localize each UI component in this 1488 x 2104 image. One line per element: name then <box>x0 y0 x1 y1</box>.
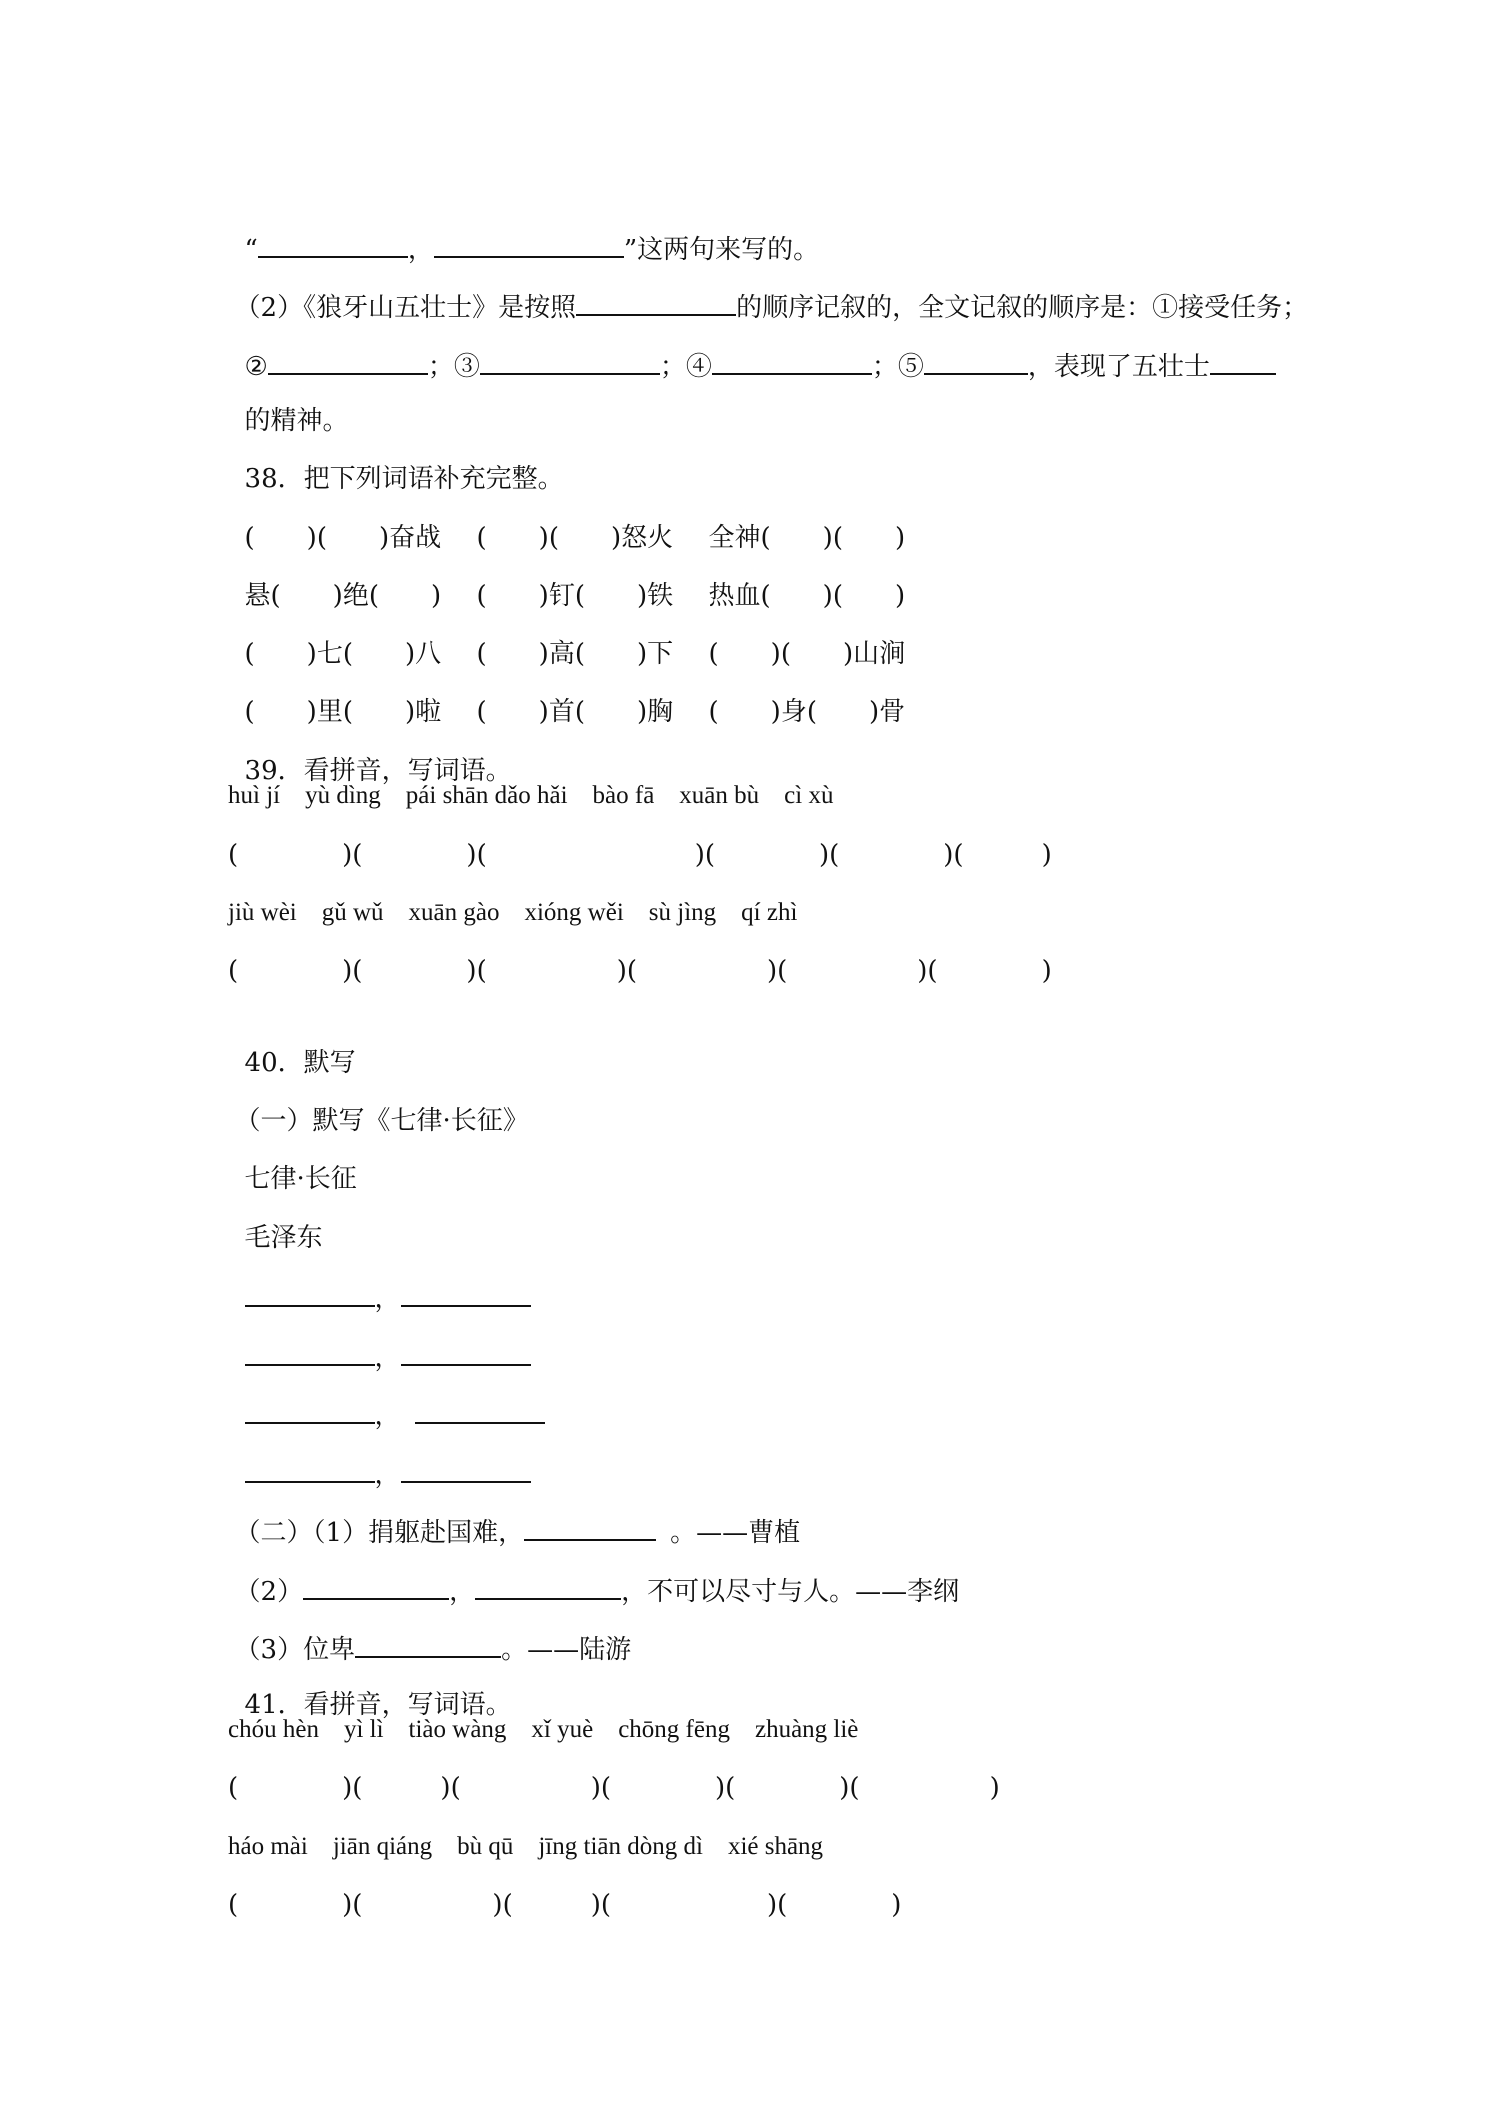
idiom-fill[interactable]: ( )( )山涧 <box>708 639 906 669</box>
p3-text-a: （3）位卑 <box>234 1635 356 1665</box>
comma: ， <box>374 1460 401 1490</box>
q39-pinyin-1: huì jí yù dìng pái shān dǎo hǎi bào fā xuān bù cì xù <box>228 782 834 809</box>
p2-text-c: ，不可以尽寸与人。——李纲 <box>621 1577 960 1607</box>
question-title: 41．看拼音，写词语。 <box>244 1690 512 1720</box>
idiom-fill[interactable]: ( )首( )胸 <box>476 697 674 727</box>
idiom-fill[interactable]: 悬( )绝( ) <box>244 581 442 611</box>
idiom-fill[interactable]: ( )钉( )铁 <box>476 581 674 611</box>
q41-brackets-1[interactable]: ( )( )( )( )( )( ) <box>228 1773 1000 1803</box>
answer-blank[interactable] <box>712 347 872 375</box>
part2-text-a: （2）《狼牙山五壮士》是按照 <box>234 293 577 323</box>
q41-title <box>228 1654 512 1722</box>
idiom-fill[interactable]: ( )( )怒火 <box>476 523 674 553</box>
answer-blank[interactable] <box>415 1396 545 1424</box>
step-2: ② <box>244 352 268 382</box>
answer-blank[interactable] <box>401 1279 531 1307</box>
comma: ， <box>407 235 434 265</box>
answer-blank[interactable] <box>245 1396 375 1424</box>
step-3: ；③ <box>427 352 480 382</box>
question-title: 40．默写 <box>244 1048 356 1078</box>
q37-steps <box>228 313 1276 384</box>
p2-text-a: （2） <box>234 1577 304 1607</box>
idiom-fill[interactable]: ( )( )奋战 <box>244 523 442 553</box>
idiom-fill[interactable]: 全神( )( ) <box>708 523 906 553</box>
idiom-fill[interactable]: ( )高( )下 <box>476 639 674 669</box>
q41-pinyin-2: háo mài jiān qiáng bù qū jīng tiān dòng dì xié shāng <box>228 1833 824 1860</box>
q41-brackets-2[interactable]: ( )( )( )( )( ) <box>228 1890 902 1920</box>
step-5: ；⑤ <box>871 352 924 382</box>
p2-comma: ， <box>449 1577 476 1607</box>
q41-pinyin-1: chóu hèn yì lì tiào wàng xǐ yuè chōng fēng zhuàng liè <box>228 1716 859 1743</box>
quote-close-text: ”这两句来写的。 <box>623 235 820 265</box>
step-4: ；④ <box>659 352 712 382</box>
quote-open: “ <box>244 235 258 265</box>
p3-text-b: 。——陆游 <box>501 1635 632 1665</box>
question-title: 38．把下列词语补充完整。 <box>244 464 564 494</box>
idiom-fill[interactable]: ( )身( )骨 <box>708 697 906 727</box>
poem-title <box>228 1128 357 1196</box>
part2-text-b: 的顺序记叙的，全文记叙的顺序是：①接受任务； <box>736 293 1309 323</box>
comma: ， <box>374 1343 401 1373</box>
tail-text: ，表现了五壮士 <box>1027 352 1210 382</box>
answer-blank[interactable] <box>576 288 736 316</box>
idiom-fill[interactable]: 热血( )( ) <box>708 581 906 611</box>
q39-pinyin-2: jiù wèi gǔ wǔ xuān gào xióng wěi sù jìng qí zhì <box>228 899 798 926</box>
poem-title-text: 七律·长征 <box>244 1164 357 1194</box>
q39-brackets-2[interactable]: ( )( )( )( )( )( ) <box>228 956 1052 986</box>
answer-blank[interactable] <box>245 1279 375 1307</box>
answer-blank[interactable] <box>480 347 660 375</box>
q38-title <box>228 428 564 496</box>
comma: ， <box>374 1284 401 1314</box>
idiom-fill[interactable]: ( )里( )啦 <box>244 697 442 727</box>
comma: ， <box>374 1401 401 1431</box>
idiom-fill[interactable]: ( )七( )八 <box>244 639 442 669</box>
subsection-label: （一）默写《七律·长征》 <box>234 1106 529 1136</box>
sub2-text-b: 。——曹植 <box>670 1518 801 1548</box>
answer-blank[interactable] <box>1210 347 1276 375</box>
q39-title <box>228 720 512 788</box>
answer-blank[interactable] <box>924 347 1028 375</box>
spirit-text: 的精神。 <box>244 406 349 436</box>
answer-blank[interactable] <box>524 1513 656 1541</box>
author-text: 毛泽东 <box>244 1223 323 1253</box>
sub2-text-a: （二）（1）捐躯赴国难， <box>234 1518 525 1548</box>
question-title: 39．看拼音，写词语。 <box>244 756 512 786</box>
q38-row-4 <box>228 661 905 729</box>
q39-brackets-1[interactable]: ( )( )( )( )( )( ) <box>228 840 1052 870</box>
